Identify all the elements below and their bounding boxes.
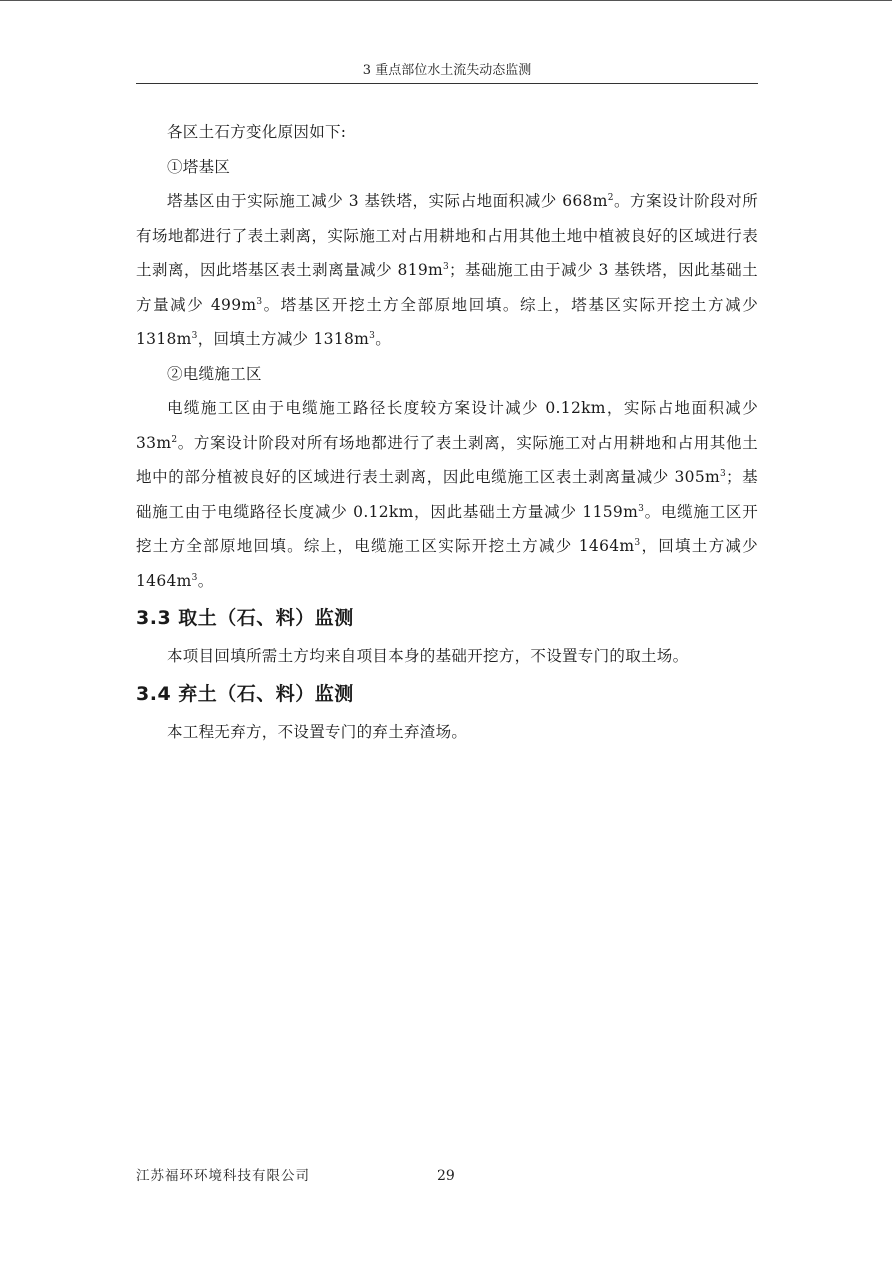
body-text xyxy=(136,115,758,749)
section-3-4-heading: 3.4 弃土（石、料）监测 xyxy=(136,682,354,705)
running-header: 3 重点部位水土流失动态监测 xyxy=(362,63,532,78)
intro-paragraph: 各区土石方变化原因如下: xyxy=(167,123,347,141)
cable-area-paragraph: 电缆施工区由于电缆施工路径长度较方案设计减少 0.12km，实际占地面积减少 $33m^2$。方案设计阶段对所有场地都进行了表土剥离，实际施工对占用耕地和占用其他土地中的部分植被良好的区域进行表土剥离，因此电缆施工区表土剥离量减少 $305m^3$；基础施工由于电缆路径长度减少 0.12km，因此基础土方量减少 $1159m^3$。电缆施工区开挖土方全部原地回填。综上，电缆施工区实际开挖土方减少 $1464m^3$，回填土方减少 $1464m^3$。 xyxy=(136,399,758,590)
cable-area-heading: ②电缆施工区 xyxy=(167,364,262,383)
header-rule xyxy=(136,83,758,84)
page-number: 29 xyxy=(437,1168,455,1184)
tower-area-heading: ①塔基区 xyxy=(167,157,231,176)
tower-area-paragraph: 塔基区由于实际施工减少 3 基铁塔，实际占地面积减少 $668m^2$。方案设计阶段对所有场地都进行了表土剥离，实际施工对占用耕地和占用其他土地中植被良好的区域进行表土剥离，因此塔基区表土剥离量减少 $819m^3$；基础施工由于减少 3 基铁塔，因此基础土方量减少 $499m^3$。塔基区开挖土方全部原地回填。综上，塔基区实际开挖土方减少 $1318m^3$，回填土方减少 $1318m^3$。 xyxy=(136,192,759,348)
page-top-border xyxy=(0,0,892,1)
footer-company: 江苏福环环境科技有限公司 xyxy=(136,1168,310,1184)
section-3-3-heading: 3.3 取土（石、料）监测 xyxy=(136,607,354,629)
section-3-3-paragraph: 本项目回填所需土方均来自项目本身的基础开挖方，不设置专门的取土场。 xyxy=(167,647,689,665)
section-3-4-paragraph: 本工程无弃方，不设置专门的弃土弃渣场。 xyxy=(167,722,468,741)
